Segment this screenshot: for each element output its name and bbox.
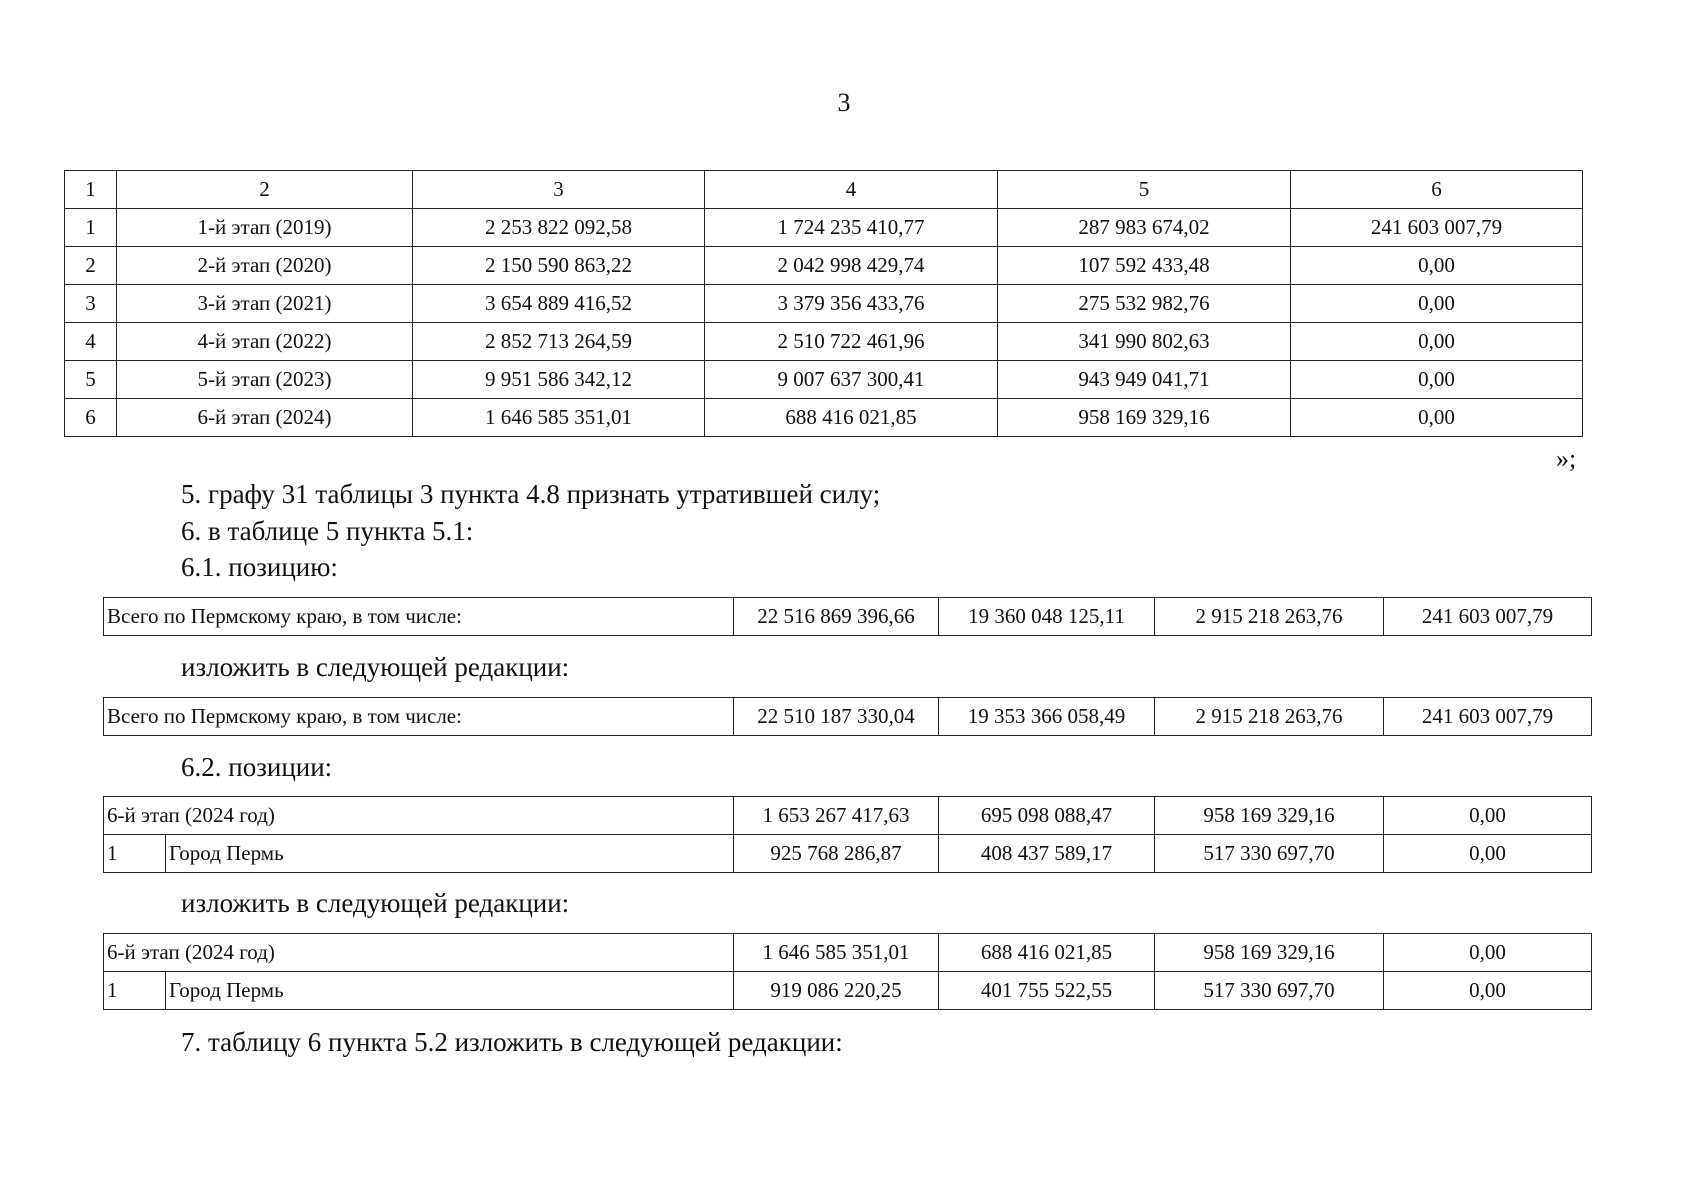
header-cell: 3 bbox=[413, 171, 705, 209]
table-cell: 408 437 589,17 bbox=[939, 835, 1155, 873]
table-cell: 688 416 021,85 bbox=[705, 399, 998, 437]
redaction-text-1: изложить в следующей редакции: bbox=[181, 652, 570, 682]
table-cell: 6-й этап (2024) bbox=[117, 399, 413, 437]
table-cell: Город Пермь bbox=[166, 972, 734, 1010]
table-cell: 1 bbox=[65, 209, 117, 247]
table-cell: 1-й этап (2019) bbox=[117, 209, 413, 247]
table-cell: 6 bbox=[65, 399, 117, 437]
stages-table bbox=[64, 170, 1583, 437]
table-cell: 0,00 bbox=[1291, 247, 1583, 285]
table-cell: 0,00 bbox=[1291, 361, 1583, 399]
table-cell: 22 516 869 396,66 bbox=[734, 598, 939, 636]
table-cell: 0,00 bbox=[1291, 323, 1583, 361]
table-cell: 958 169 329,16 bbox=[1155, 934, 1384, 972]
paragraph-6: 6. в таблице 5 пункта 5.1: bbox=[181, 516, 474, 546]
table-row bbox=[104, 698, 1592, 736]
total-new-table bbox=[103, 697, 1592, 736]
paragraph-6-2: 6.2. позиции: bbox=[181, 752, 333, 782]
table-cell: 5-й этап (2023) bbox=[117, 361, 413, 399]
table-cell: 341 990 802,63 bbox=[998, 323, 1291, 361]
total-old-table bbox=[103, 597, 1592, 636]
page-number: 3 bbox=[837, 88, 851, 117]
table-row bbox=[65, 209, 1583, 247]
table-cell: 1 724 235 410,77 bbox=[705, 209, 998, 247]
table-cell: 241 603 007,79 bbox=[1384, 698, 1592, 736]
table-cell: 5 bbox=[65, 361, 117, 399]
table-cell: 517 330 697,70 bbox=[1155, 835, 1384, 873]
table-row bbox=[104, 972, 1592, 1010]
table-cell: 1 646 585 351,01 bbox=[734, 934, 939, 972]
table-row bbox=[65, 399, 1583, 437]
header-cell: 2 bbox=[117, 171, 413, 209]
table-cell: 2 510 722 461,96 bbox=[705, 323, 998, 361]
table-cell: 275 532 982,76 bbox=[998, 285, 1291, 323]
table-cell: 241 603 007,79 bbox=[1291, 209, 1583, 247]
table-row bbox=[104, 835, 1592, 873]
table-cell: 943 949 041,71 bbox=[998, 361, 1291, 399]
table-cell: 2 bbox=[65, 247, 117, 285]
table-cell: 0,00 bbox=[1291, 399, 1583, 437]
table-cell: 3-й этап (2021) bbox=[117, 285, 413, 323]
header-cell: 5 bbox=[998, 171, 1291, 209]
header-cell: 1 bbox=[65, 171, 117, 209]
table-cell: 0,00 bbox=[1291, 285, 1583, 323]
redaction-text-2: изложить в следующей редакции: bbox=[181, 888, 570, 918]
table-cell: 925 768 286,87 bbox=[734, 835, 939, 873]
stage6-new-table bbox=[103, 933, 1592, 1010]
closing-quote-mark: »; bbox=[1556, 444, 1577, 473]
table-cell: 0,00 bbox=[1384, 835, 1592, 873]
table-cell: 2-й этап (2020) bbox=[117, 247, 413, 285]
table-cell: Всего по Пермскому краю, в том числе: bbox=[104, 598, 734, 636]
table-cell: 0,00 bbox=[1384, 797, 1592, 835]
table-cell: 958 169 329,16 bbox=[1155, 797, 1384, 835]
table-cell: 1 bbox=[104, 835, 166, 873]
paragraph-6-1: 6.1. позицию: bbox=[181, 552, 338, 582]
table-cell: 287 983 674,02 bbox=[998, 209, 1291, 247]
table-cell: 1 646 585 351,01 bbox=[413, 399, 705, 437]
table-cell: 22 510 187 330,04 bbox=[734, 698, 939, 736]
table-row bbox=[65, 361, 1583, 399]
table-cell: 2 253 822 092,58 bbox=[413, 209, 705, 247]
table-cell: 2 915 218 263,76 bbox=[1155, 598, 1384, 636]
table-cell: 9 951 586 342,12 bbox=[413, 361, 705, 399]
table-cell: 19 353 366 058,49 bbox=[939, 698, 1155, 736]
table-row bbox=[104, 934, 1592, 972]
table-cell: 0,00 bbox=[1384, 972, 1592, 1010]
table-cell: 9 007 637 300,41 bbox=[705, 361, 998, 399]
table-cell: 6-й этап (2024 год) bbox=[104, 797, 734, 835]
table-cell: 695 098 088,47 bbox=[939, 797, 1155, 835]
table-row bbox=[104, 598, 1592, 636]
table-row bbox=[65, 323, 1583, 361]
table-cell: 0,00 bbox=[1384, 934, 1592, 972]
table-cell: 919 086 220,25 bbox=[734, 972, 939, 1010]
table-cell: 688 416 021,85 bbox=[939, 934, 1155, 972]
table-cell: 3 379 356 433,76 bbox=[705, 285, 998, 323]
header-cell: 4 bbox=[705, 171, 998, 209]
table-cell: 4 bbox=[65, 323, 117, 361]
table-header-row bbox=[65, 171, 1583, 209]
table-cell: 4-й этап (2022) bbox=[117, 323, 413, 361]
table-cell: 958 169 329,16 bbox=[998, 399, 1291, 437]
table-row bbox=[65, 285, 1583, 323]
table-cell: 2 150 590 863,22 bbox=[413, 247, 705, 285]
table-cell: 2 915 218 263,76 bbox=[1155, 698, 1384, 736]
header-cell: 6 bbox=[1291, 171, 1583, 209]
table-cell: 401 755 522,55 bbox=[939, 972, 1155, 1010]
table-cell: 107 592 433,48 bbox=[998, 247, 1291, 285]
paragraph-5: 5. графу 31 таблицы 3 пункта 4.8 признать утратившей силу; bbox=[181, 479, 881, 509]
table-row bbox=[104, 797, 1592, 835]
table-cell: 19 360 048 125,11 bbox=[939, 598, 1155, 636]
table-cell: 2 852 713 264,59 bbox=[413, 323, 705, 361]
table-cell: 3 654 889 416,52 bbox=[413, 285, 705, 323]
table-cell: 1 bbox=[104, 972, 166, 1010]
table-cell: Город Пермь bbox=[166, 835, 734, 873]
table-cell: Всего по Пермскому краю, в том числе: bbox=[104, 698, 734, 736]
table-cell: 517 330 697,70 bbox=[1155, 972, 1384, 1010]
table-cell: 241 603 007,79 bbox=[1384, 598, 1592, 636]
table-cell: 3 bbox=[65, 285, 117, 323]
table-row bbox=[65, 247, 1583, 285]
table-cell: 1 653 267 417,63 bbox=[734, 797, 939, 835]
paragraph-7: 7. таблицу 6 пункта 5.2 изложить в следующей редакции: bbox=[181, 1027, 843, 1057]
stage6-old-table bbox=[103, 796, 1592, 873]
table-cell: 6-й этап (2024 год) bbox=[104, 934, 734, 972]
table-cell: 2 042 998 429,74 bbox=[705, 247, 998, 285]
